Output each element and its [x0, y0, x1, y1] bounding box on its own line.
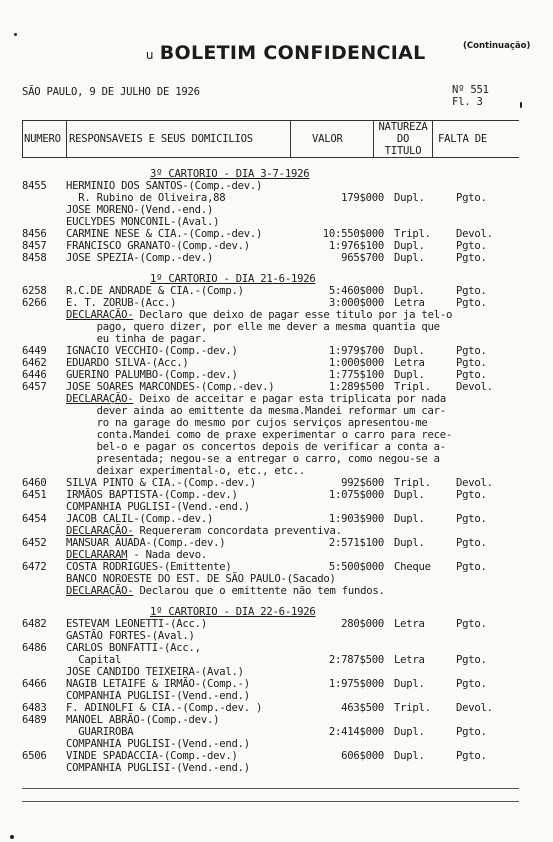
- table-row: [22, 333, 522, 345]
- entry-value: 1:289$500: [328, 381, 384, 393]
- responsible-party: JOSE MORENO-(Vend.-end.): [66, 204, 214, 216]
- entry-value: 1:775$100: [328, 369, 384, 381]
- table-row: [22, 252, 522, 264]
- table-row: [22, 513, 522, 525]
- table-row: [22, 678, 522, 690]
- missing-reason: Devol.: [456, 228, 493, 240]
- header-natureza-3: TITULO: [384, 145, 422, 157]
- declaration-text: DECLARAÇÃO- Declaro que deixo de pagar esse titulo por ja tel-o: [66, 309, 453, 321]
- responsible-party: R.C.DE ANDRADE & CIA.-(Comp.): [66, 285, 244, 297]
- section-title: 1º CARTORIO - DIA 22-6-1926: [150, 606, 316, 618]
- responsible-party: bel-o e pagar os concertos depois de verificar a conta a-: [66, 441, 446, 453]
- title-nature: Letra: [394, 297, 425, 309]
- responsible-party: GUERINO PALUMBO-(Comp.-dev.): [66, 369, 238, 381]
- table-row: [22, 381, 522, 393]
- responsible-party: dever ainda ao emittente da mesma.Mandei reformar um car-: [66, 405, 446, 417]
- responsible-party: BANCO NOROESTE DO EST. DE SÃO PAULO-(Sacado): [66, 573, 336, 585]
- table-row: [22, 465, 522, 477]
- responsible-party: F. ADINOLFI & CIA.-(Comp.-dev. ): [66, 702, 263, 714]
- table-row: [22, 417, 522, 429]
- title-nature: Tripl.: [394, 702, 431, 714]
- responsible-party: Capital: [66, 654, 122, 666]
- entry-value: 2:787$500: [328, 654, 384, 666]
- entry-value: 606$000: [341, 750, 384, 762]
- section-title: 1º CARTORIO - DIA 21-6-1926: [150, 273, 316, 285]
- header-valor: VALOR: [312, 133, 343, 145]
- table-row: [22, 642, 522, 654]
- table-row: [22, 369, 522, 381]
- missing-reason: Devol.: [456, 702, 493, 714]
- entry-value: 2:414$000: [328, 726, 384, 738]
- missing-reason: Pgto.: [456, 192, 487, 204]
- table-row: [22, 453, 522, 465]
- responsible-party: JOSE CANDIDO TEIXEIRA-(Aval.): [66, 666, 244, 678]
- entry-value: 5:500$000: [328, 561, 384, 573]
- table-row: [22, 654, 522, 666]
- table-row: [22, 489, 522, 501]
- table-row: [22, 345, 522, 357]
- missing-reason: Pgto.: [456, 678, 487, 690]
- header-numero: NUMERO: [24, 133, 61, 145]
- place-date: SÃO PAULO, 9 DE JULHO DE 1926: [22, 86, 200, 98]
- col-divider-4: [432, 120, 433, 157]
- scan-speck: [520, 102, 522, 108]
- section-title: 3º CARTORIO - DIA 3-7-1926: [150, 168, 310, 180]
- table-header-rule: [22, 157, 519, 158]
- table-row: [22, 630, 522, 642]
- table-row: [22, 285, 522, 297]
- title-nature: Dupl.: [394, 252, 425, 264]
- responsible-party: conta.Mandei como de praxe experimentar o carro para rece-: [66, 429, 453, 441]
- table-row: [22, 204, 522, 216]
- responsible-party: GASTÃO FORTES-(Aval.): [66, 630, 195, 642]
- responsible-party: COMPANHIA PUGLISI-(Vend.-end.): [66, 738, 250, 750]
- responsible-party: JACOB CALIL-(Comp.-dev.): [66, 513, 214, 525]
- col-divider-1: [66, 120, 67, 157]
- title-nature: Letra: [394, 618, 425, 630]
- entry-value: 5:460$000: [328, 285, 384, 297]
- header-natureza-2: DO: [396, 133, 410, 145]
- entry-value: 1:903$900: [328, 513, 384, 525]
- table-row: [22, 573, 522, 585]
- responsible-party: COSTA RODRIGUES-(Emittente): [66, 561, 232, 573]
- responsible-party: FRANCISCO GRANATO-(Comp.-dev.): [66, 240, 250, 252]
- table-row: [22, 537, 522, 549]
- entry-number: 6449: [22, 345, 47, 357]
- missing-reason: Pgto.: [456, 369, 487, 381]
- scan-speck: [14, 33, 17, 36]
- responsible-party: MANSUAR AUADA-(Comp.-dev.): [66, 537, 226, 549]
- declaration-line: [22, 585, 522, 597]
- table-row: [22, 726, 522, 738]
- responsible-party: pago, quero dizer, por elle me dever a mesma quantia que: [66, 321, 440, 333]
- header-responsaveis: RESPONSAVEIS E SEUS DOMICILIOS: [69, 133, 253, 145]
- entry-number: 8458: [22, 252, 47, 264]
- header-falta: FALTA DE: [438, 133, 488, 145]
- entry-number: 6466: [22, 678, 47, 690]
- entry-number: 6483: [22, 702, 47, 714]
- title-nature: Cheque: [394, 561, 431, 573]
- title-nature: Tripl.: [394, 381, 431, 393]
- title-nature: Letra: [394, 357, 425, 369]
- table-top-rule: [22, 120, 519, 121]
- col-divider-2: [290, 120, 291, 157]
- table-row: [22, 666, 522, 678]
- title-nature: Dupl.: [394, 345, 425, 357]
- declaration-label: DECLARAÇÃO-: [66, 393, 134, 405]
- missing-reason: Pgto.: [456, 297, 487, 309]
- table-row: [22, 180, 522, 192]
- title-nature: Tripl.: [394, 477, 431, 489]
- responsible-party: HERMINIO DOS SANTOS-(Comp.-dev.): [66, 180, 263, 192]
- table-row: [22, 441, 522, 453]
- document-title: [132, 20, 426, 64]
- missing-reason: Devol.: [456, 381, 493, 393]
- table-row: [22, 357, 522, 369]
- responsible-party: ro na garage do mesmo por cujos serviços apresentou-me: [66, 417, 428, 429]
- missing-reason: Pgto.: [456, 252, 487, 264]
- table-row: [22, 501, 522, 513]
- entry-value: 280$000: [341, 618, 384, 630]
- entry-number: 6457: [22, 381, 47, 393]
- entry-number: 8455: [22, 180, 47, 192]
- entry-value: 1:000$000: [328, 357, 384, 369]
- entry-value: 463$500: [341, 702, 384, 714]
- responsible-party: EUCLYDES MONCONIL-(Aval.): [66, 216, 220, 228]
- title-nature: Dupl.: [394, 489, 425, 501]
- title-nature: Dupl.: [394, 513, 425, 525]
- section-cartorio-1-21: [22, 273, 522, 597]
- entry-value: 10:550$000: [322, 228, 384, 240]
- declaration-line: [22, 393, 522, 405]
- entry-number: 6266: [22, 297, 47, 309]
- missing-reason: Pgto.: [456, 726, 487, 738]
- declaration-text: DECLARAÇÃO- Declarou que o emittente não tem fundos.: [66, 585, 385, 597]
- declaration-text: DECLARAÇÃO- Requereram concordata preventiva.: [66, 525, 342, 537]
- entry-number: 6462: [22, 357, 47, 369]
- title-nature: Dupl.: [394, 285, 425, 297]
- entry-number: 6452: [22, 537, 47, 549]
- entry-number: 6451: [22, 489, 47, 501]
- responsible-party: EDUARDO SILVA-(Acc.): [66, 357, 189, 369]
- responsible-party: SILVA PINTO & CIA.-(Comp.-dev.): [66, 477, 256, 489]
- bulletin-number: Nº 551: [452, 84, 489, 96]
- header-natureza-1: NATUREZA: [378, 121, 428, 133]
- responsible-party: JOSE SOARES MARCONDES-(Comp.-dev.): [66, 381, 275, 393]
- entry-number: 6446: [22, 369, 47, 381]
- responsible-party: NAGIB LETAIFE & IRMÃO-(Comp.-): [66, 678, 250, 690]
- section-cartorio-3: [22, 168, 522, 264]
- title-nature: Dupl.: [394, 192, 425, 204]
- missing-reason: Pgto.: [456, 489, 487, 501]
- missing-reason: Pgto.: [456, 513, 487, 525]
- entry-number: 6506: [22, 750, 47, 762]
- table-left-rule: [22, 120, 23, 157]
- entry-value: 1:075$000: [328, 489, 384, 501]
- missing-reason: Pgto.: [456, 561, 487, 573]
- responsible-party: presentada; negou-se a entregar o carro, como negou-se a: [66, 453, 440, 465]
- continuation-label: (Continuação): [463, 41, 531, 51]
- entry-number: 6482: [22, 618, 47, 630]
- title-text: BOLETIM CONFIDENCIAL: [159, 42, 426, 64]
- responsible-party: IRMÃOS BAPTISTA-(Comp.-dev.): [66, 489, 238, 501]
- responsible-party: deixar experimental-o, etc., etc..: [66, 465, 305, 477]
- title-nature: Dupl.: [394, 537, 425, 549]
- responsible-party: JOSE SPEZIA-(Comp.-dev.): [66, 252, 214, 264]
- table-row: [22, 297, 522, 309]
- entry-value: 3:000$000: [328, 297, 384, 309]
- responsible-party: COMPANHIA PUGLISI-(Vend.-end.): [66, 690, 250, 702]
- responsible-party: VINDE SPADACCIA-(Comp.-dev.): [66, 750, 238, 762]
- responsible-party: CARMINE NESE & CIA.-(Comp.-dev.): [66, 228, 263, 240]
- table-row: [22, 240, 522, 252]
- table-row: [22, 429, 522, 441]
- table-row: [22, 762, 522, 774]
- title-nature: Dupl.: [394, 750, 425, 762]
- missing-reason: Pgto.: [456, 537, 487, 549]
- title-nature: Letra: [394, 654, 425, 666]
- declaration-line: [22, 549, 522, 561]
- title-nature: Tripl.: [394, 228, 431, 240]
- table-row: [22, 477, 522, 489]
- section-cartorio-1-22: [22, 606, 522, 774]
- title-nature: Dupl.: [394, 369, 425, 381]
- responsible-party: eu tinha de pagar.: [66, 333, 207, 345]
- declaration-label: DECLARAÇÃO-: [66, 585, 134, 597]
- scan-speck: [10, 835, 14, 839]
- table-row: [22, 405, 522, 417]
- document-body: [22, 168, 522, 774]
- responsible-party: R. Rubino de Oliveira,88: [66, 192, 226, 204]
- missing-reason: Pgto.: [456, 654, 487, 666]
- table-row: [22, 738, 522, 750]
- entry-number: 6472: [22, 561, 47, 573]
- missing-reason: Pgto.: [456, 750, 487, 762]
- declaration-line: [22, 309, 522, 321]
- table-row: [22, 228, 522, 240]
- responsible-party: COMPANHIA PUGLISI-(Vend.-end.): [66, 762, 250, 774]
- col-divider-3: [373, 120, 374, 157]
- table-row: [22, 702, 522, 714]
- entry-value: 1:976$100: [328, 240, 384, 252]
- table-row: [22, 690, 522, 702]
- entry-value: 1:975$000: [328, 678, 384, 690]
- missing-reason: Pgto.: [456, 285, 487, 297]
- entry-number: 6258: [22, 285, 47, 297]
- entry-number: 6489: [22, 714, 47, 726]
- missing-reason: Pgto.: [456, 618, 487, 630]
- entry-number: 6486: [22, 642, 47, 654]
- title-nature: Dupl.: [394, 678, 425, 690]
- title-prefix: u: [145, 48, 154, 62]
- title-nature: Dupl.: [394, 240, 425, 252]
- declaration-label: DECLARARAM: [66, 549, 128, 561]
- responsible-party: GUARIROBA: [66, 726, 134, 738]
- table-row: [22, 561, 522, 573]
- responsible-party: ESTEVAM LEONETTI-(Acc.): [66, 618, 207, 630]
- entry-value: 2:571$100: [328, 537, 384, 549]
- responsible-party: COMPANHIA PUGLISI-(Vend.-end.): [66, 501, 250, 513]
- table-row: [22, 714, 522, 726]
- table-row: [22, 750, 522, 762]
- entry-value: 992$600: [341, 477, 384, 489]
- declaration-label: DECLARAÇÃO-: [66, 525, 134, 537]
- footer-rule-1: [22, 788, 519, 789]
- declaration-text: DECLARARAM - Nada devo.: [66, 549, 207, 561]
- responsible-party: CARLOS BONFATTI-(Acc.,: [66, 642, 201, 654]
- entry-value: 179$000: [341, 192, 384, 204]
- title-nature: Dupl.: [394, 726, 425, 738]
- missing-reason: Pgto.: [456, 240, 487, 252]
- declaration-label: DECLARAÇÃO-: [66, 309, 134, 321]
- entry-number: 8457: [22, 240, 47, 252]
- declaration-text: DECLARAÇÃO- Deixo de acceitar e pagar esta triplicata por nada: [66, 393, 446, 405]
- entry-value: 965$700: [341, 252, 384, 264]
- missing-reason: Pgto.: [456, 357, 487, 369]
- responsible-party: MANOEL ABRÃO-(Comp.-dev.): [66, 714, 220, 726]
- footer-rule-2: [22, 801, 519, 802]
- entry-value: 1:979$700: [328, 345, 384, 357]
- missing-reason: Devol.: [456, 477, 493, 489]
- entry-number: 6454: [22, 513, 47, 525]
- table-row: [22, 216, 522, 228]
- responsible-party: E. T. ZORUB-(Acc.): [66, 297, 177, 309]
- missing-reason: Pgto.: [456, 345, 487, 357]
- entry-number: 8456: [22, 228, 47, 240]
- sheet-number: Fl. 3: [452, 96, 483, 108]
- table-row: [22, 321, 522, 333]
- table-row: [22, 618, 522, 630]
- entry-number: 6460: [22, 477, 47, 489]
- declaration-line: [22, 525, 522, 537]
- responsible-party: IGNACIO VECCHIO-(Comp.-dev.): [66, 345, 238, 357]
- table-row: [22, 192, 522, 204]
